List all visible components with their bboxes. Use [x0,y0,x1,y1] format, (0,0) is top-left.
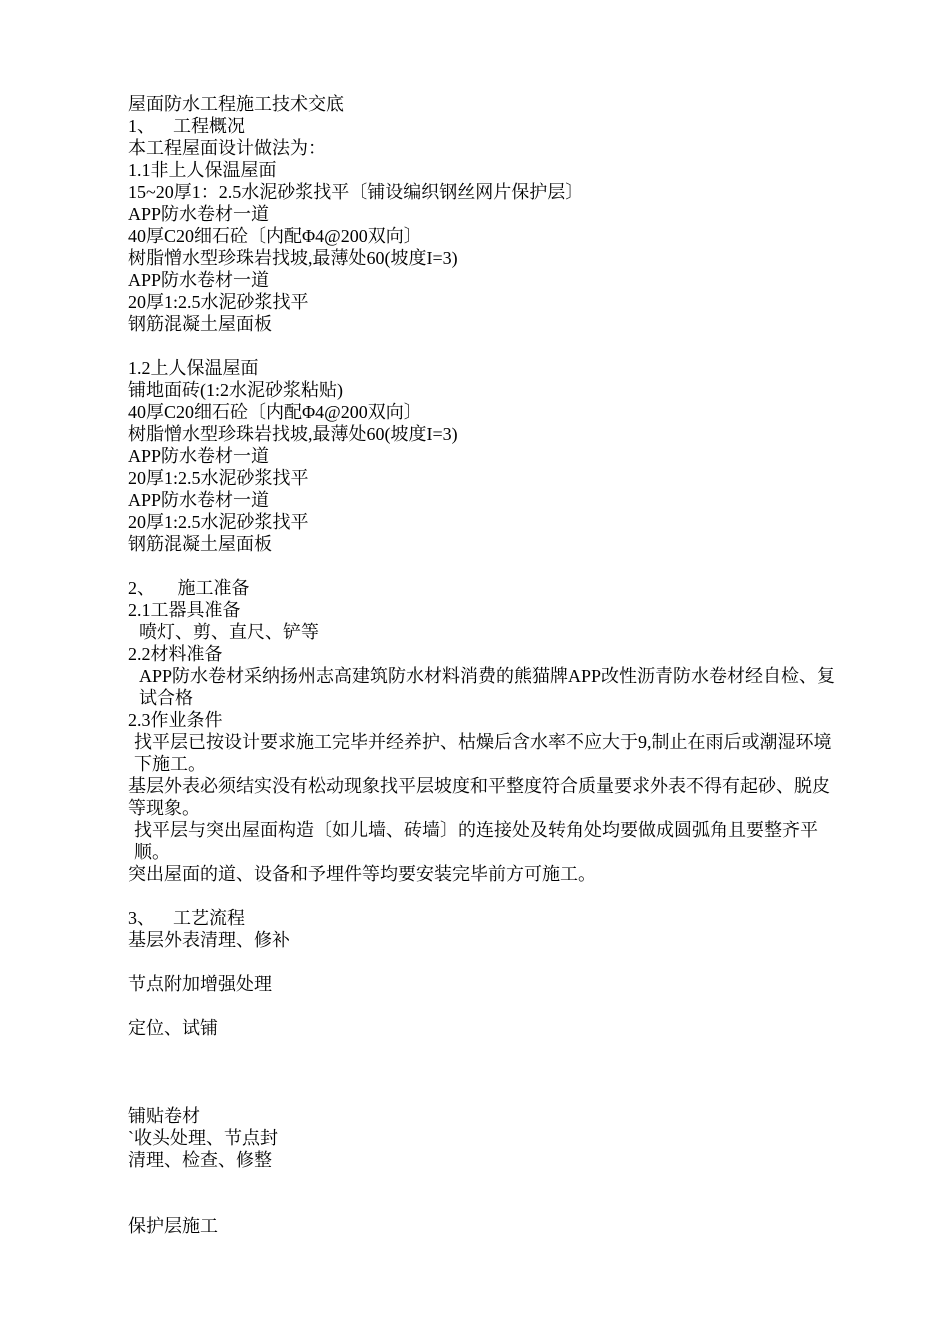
blank-line [128,995,840,1017]
blank-line [128,555,840,577]
process-step: 铺贴卷材 [128,1106,200,1126]
blank-line [128,335,840,357]
section-2-heading: 2、 施工准备 [128,578,250,598]
section-1-1-title: 1.1非上人保温屋面 [128,160,277,180]
layer-line: APP防水卷材一道 [128,204,270,224]
layer-line: 钢筋混凝土屋面板 [128,534,272,554]
section-1-2-title: 1.2上人保温屋面 [128,358,259,378]
process-step: 清理、检查、修整 [128,1150,272,1170]
layer-line: 40厚C20细石砼〔内配Φ4@200双向〕 [128,226,422,246]
section-3-heading: 3、 工艺流程 [128,908,245,928]
condition-item: 基层外表必须结实没有松动现象找平层坡度和平整度符合质量要求外表不得有起砂、脱皮等现象。 [128,776,830,818]
layer-line: 20厚1:2.5水泥砂浆找平 [128,512,309,532]
blank-line [128,885,840,907]
layer-line: 树脂憎水型珍珠岩找坡,最薄处60(坡度I=3) [128,248,458,268]
process-step: 保护层施工 [128,1216,218,1236]
layer-line: 铺地面砖(1:2水泥砂浆粘贴) [128,380,343,400]
process-step: 定位、试铺 [128,1018,218,1038]
blank-lines [128,1039,840,1105]
section-2-1-title: 2.1工器具准备 [128,600,241,620]
blank-line [128,951,840,973]
process-step: 基层外表清理、修补 [128,930,290,950]
blank-lines [128,1171,840,1215]
doc-title: 屋面防水工程施工技术交底 [128,94,344,114]
condition-item: 找平层与突出屋面构造〔如儿墙、砖墙〕的连接处及转角处均要做成圆弧角且要整齐平顺。 [134,820,818,862]
layer-line: 20厚1:2.5水泥砂浆找平 [128,468,309,488]
layer-line: APP防水卷材一道 [128,270,270,290]
materials-text: APP防水卷材采纳扬州志高建筑防水材料消费的熊猫牌APP改性沥青防水卷材经自检、复试合格 [139,666,836,708]
condition-item: 找平层已按设计要求施工完毕并经养护、枯燥后含水率不应大于9,制止在雨后或潮湿环境下施工。 [134,732,832,774]
layer-line: 40厚C20细石砼〔内配Φ4@200双向〕 [128,402,422,422]
tools-text: 喷灯、剪、直尺、铲等 [139,622,319,642]
section-1-intro: 本工程屋面设计做法为： [128,138,326,158]
section-2-2-title: 2.2材料准备 [128,644,223,664]
process-step: `收头处理、节点封 [128,1128,278,1148]
section-2-3-title: 2.3作业条件 [128,710,223,730]
document-body [128,93,840,1237]
section-1-heading: 1、 工程概况 [128,116,245,136]
process-step: 节点附加增强处理 [128,974,272,994]
layer-line: 15~20厚1：2.5水泥砂浆找平〔铺设编织钢丝网片保护层〕 [128,182,584,202]
condition-item: 突出屋面的道、设备和予埋件等均要安装完毕前方可施工。 [128,864,596,884]
layer-line: 20厚1:2.5水泥砂浆找平 [128,292,309,312]
layer-line: APP防水卷材一道 [128,446,270,466]
layer-line: 树脂憎水型珍珠岩找坡,最薄处60(坡度I=3) [128,424,458,444]
layer-line: APP防水卷材一道 [128,490,270,510]
layer-line: 钢筋混凝土屋面板 [128,314,272,334]
